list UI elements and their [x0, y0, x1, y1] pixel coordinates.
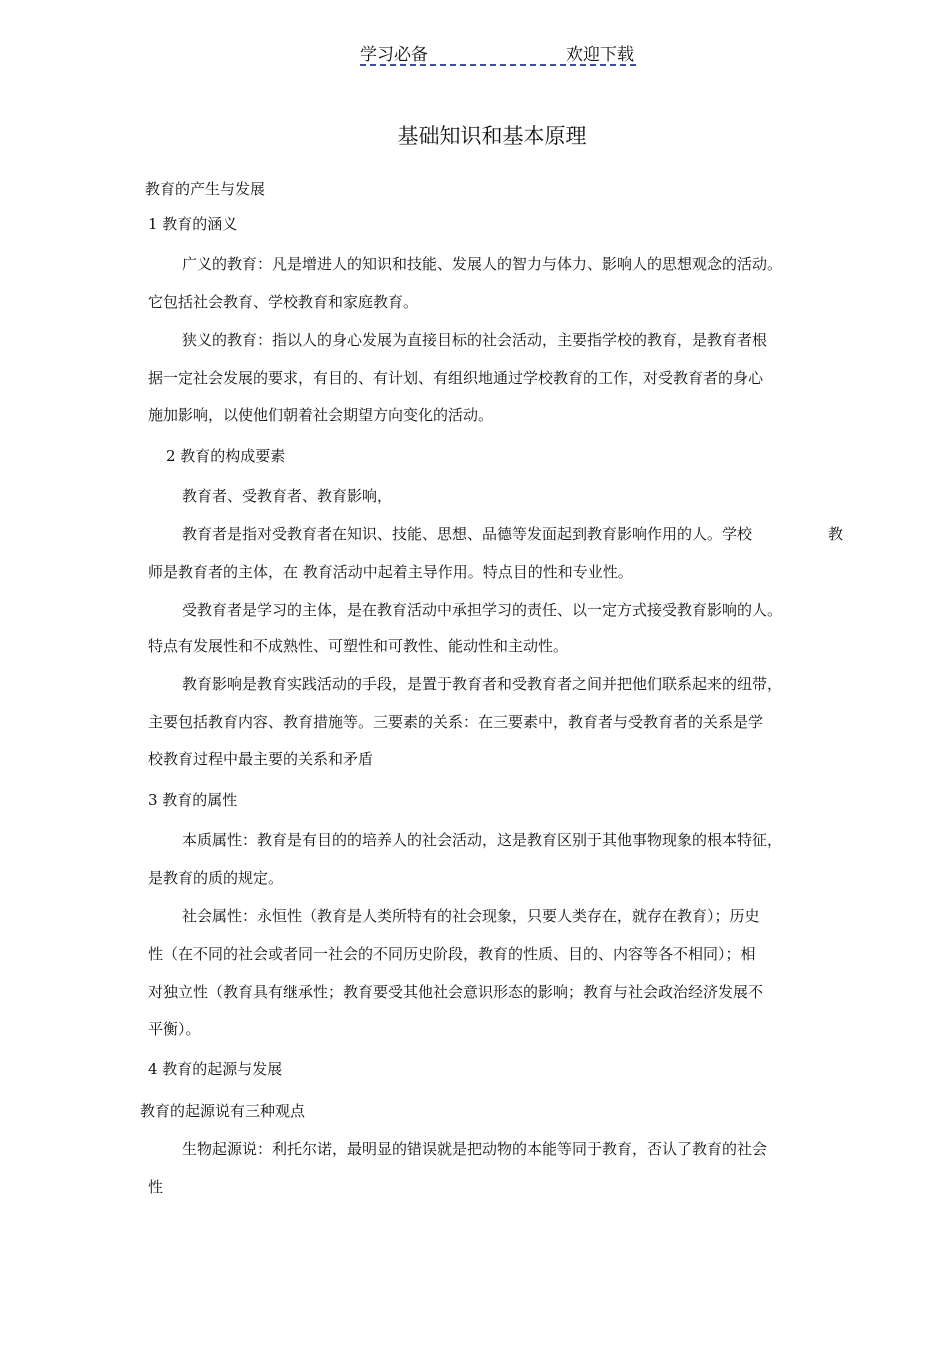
section-heading: 教育的产生与发展 [145, 180, 266, 198]
paragraph-line: 受教育者是学习的主体，是在教育活动中承担学习的责任、以一定方式接受教育影响的人。 [182, 601, 783, 619]
paragraph-line: 对独立性（教育具有继承性；教育要受其他社会意识形态的影响；教育与社会政治经济发展不 [148, 983, 764, 1001]
paragraph-line: 据一定社会发展的要求，有目的、有计划、有组织地通过学校教育的工作，对受教育者的身心 [148, 369, 764, 387]
paragraph-line: 主要包括教育内容、教育措施等。三要素的关系：在三要素中，教育者与受教育者的关系是学 [148, 713, 764, 731]
subsection-heading: 4 教育的起源与发展 [148, 1060, 283, 1078]
paragraph-line: 广义的教育：凡是增进人的知识和技能、发展人的智力与体力、影响人的思想观念的活动。 [182, 255, 783, 273]
subsection-heading: 2 教育的构成要素 [166, 447, 286, 465]
paragraph-line: 狭义的教育：指以人的身心发展为直接目标的社会活动，主要指学校的教育，是教育者根 [182, 331, 768, 349]
header-right-text: 欢迎下载 [566, 45, 634, 65]
paragraph-line: 性（在不同的社会或者同一社会的不同历史阶段，教育的性质、目的、内容等各不相同）；相 [148, 945, 756, 963]
paragraph-line: 社会属性：永恒性（教育是人类所特有的社会现象，只要人类存在，就存在教育）；历史 [182, 907, 760, 925]
paragraph-line: 教育影响是教育实践活动的手段，是置于教育者和受教育者之间并把他们联系起来的纽带， [182, 675, 783, 693]
subsection-heading: 3 教育的属性 [148, 791, 238, 809]
paragraph-line: 教育者、受教育者、教育影响， [182, 487, 393, 505]
paragraph-line: 教育者是指对受教育者在知识、技能、思想、品德等发面起到教育影响作用的人。学校 [182, 525, 753, 543]
paragraph-line: 平衡）。 [148, 1020, 201, 1038]
header-left-text: 学习必备 [360, 45, 428, 65]
paragraph-line-tail: 教 [828, 525, 844, 543]
paragraph-line: 本质属性：教育是有目的的培养人的社会活动，这是教育区别于其他事物现象的根本特征， [182, 831, 783, 849]
subsection-heading: 1 教育的涵义 [148, 215, 238, 233]
paragraph-line: 教育的起源说有三种观点 [140, 1102, 306, 1120]
paragraph-line: 校教育过程中最主要的关系和矛盾 [148, 750, 374, 768]
paragraph-line: 特点有发展性和不成熟性、可塑性和可教性、能动性和主动性。 [148, 637, 569, 655]
paragraph-line: 施加影响，以使他们朝着社会期望方向变化的活动。 [148, 406, 494, 424]
page-header [360, 38, 636, 66]
paragraph-line: 生物起源说：利托尔诺，最明显的错误就是把动物的本能等同于教育，否认了教育的社会 [182, 1140, 768, 1158]
paragraph-line: 性 [148, 1178, 164, 1196]
document-title: 基础知识和基本原理 [397, 124, 587, 148]
paragraph-line: 它包括社会教育、学校教育和家庭教育。 [148, 293, 419, 311]
paragraph-line: 是教育的质的规定。 [148, 869, 284, 887]
paragraph-line: 师是教育者的主体，在 教育活动中起着主导作用。特点目的性和专业性。 [148, 563, 633, 581]
